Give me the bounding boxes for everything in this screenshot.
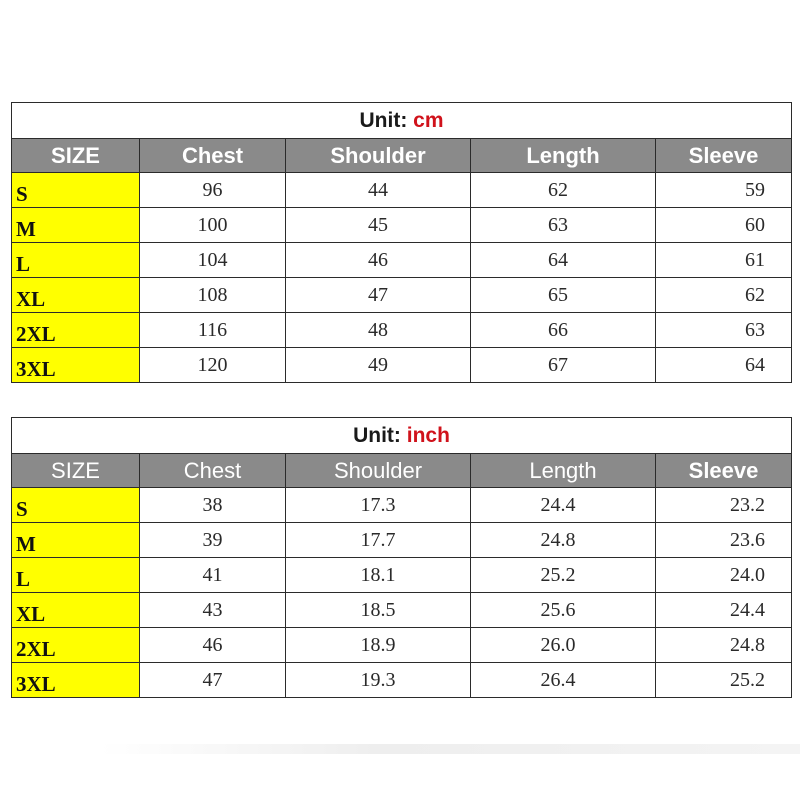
size-cell: L [12, 243, 140, 278]
table-row [12, 628, 792, 663]
unit-label: Unit: [359, 108, 408, 132]
header-size: SIZE [12, 139, 140, 173]
header-shoulder: Shoulder [286, 139, 471, 173]
chest-cell: 96 [140, 173, 286, 208]
length-cell: 64 [471, 243, 656, 278]
bottom-shadow-divider [100, 744, 800, 754]
shoulder-cell: 49 [286, 348, 471, 383]
header-chest: Chest [140, 139, 286, 173]
sleeve-cell: 60 [656, 208, 792, 243]
shoulder-cell: 18.5 [286, 593, 471, 628]
shoulder-cell: 48 [286, 313, 471, 348]
table-row [12, 313, 792, 348]
sleeve-cell: 63 [656, 313, 792, 348]
size-cell: 3XL [12, 348, 140, 383]
shoulder-cell: 44 [286, 173, 471, 208]
sleeve-cell: 24.8 [656, 628, 792, 663]
size-cell: 2XL [12, 628, 140, 663]
header-sleeve: Sleeve [656, 139, 792, 173]
size-cell: 3XL [12, 663, 140, 698]
header-row [12, 139, 792, 173]
chest-cell: 43 [140, 593, 286, 628]
sleeve-cell: 59 [656, 173, 792, 208]
table-row [12, 523, 792, 558]
shoulder-cell: 17.3 [286, 488, 471, 523]
unit-label: Unit: [353, 423, 401, 447]
table-row [12, 278, 792, 313]
shoulder-cell: 46 [286, 243, 471, 278]
size-cell: M [12, 523, 140, 558]
chest-cell: 41 [140, 558, 286, 593]
chest-cell: 108 [140, 278, 286, 313]
sleeve-cell: 61 [656, 243, 792, 278]
header-length: Length [471, 454, 656, 488]
length-cell: 24.4 [471, 488, 656, 523]
length-cell: 66 [471, 313, 656, 348]
chest-cell: 39 [140, 523, 286, 558]
chest-cell: 38 [140, 488, 286, 523]
sleeve-cell: 23.6 [656, 523, 792, 558]
shoulder-cell: 45 [286, 208, 471, 243]
length-cell: 25.6 [471, 593, 656, 628]
chest-cell: 104 [140, 243, 286, 278]
length-cell: 25.2 [471, 558, 656, 593]
table-row [12, 348, 792, 383]
unit-value: inch [406, 423, 450, 447]
header-length: Length [471, 139, 656, 173]
sleeve-cell: 64 [656, 348, 792, 383]
header-row [12, 454, 792, 488]
unit-title [12, 103, 792, 139]
chest-cell: 116 [140, 313, 286, 348]
size-cell: M [12, 208, 140, 243]
table-row [12, 663, 792, 698]
chest-cell: 46 [140, 628, 286, 663]
shoulder-cell: 18.9 [286, 628, 471, 663]
length-cell: 63 [471, 208, 656, 243]
size-cell: 2XL [12, 313, 140, 348]
shoulder-cell: 18.1 [286, 558, 471, 593]
shoulder-cell: 47 [286, 278, 471, 313]
length-cell: 24.8 [471, 523, 656, 558]
unit-value: cm [413, 108, 444, 132]
sleeve-cell: 24.4 [656, 593, 792, 628]
header-size: SIZE [12, 454, 140, 488]
shoulder-cell: 17.7 [286, 523, 471, 558]
size-table-cm [11, 102, 792, 383]
sleeve-cell: 62 [656, 278, 792, 313]
sleeve-cell: 24.0 [656, 558, 792, 593]
shoulder-cell: 19.3 [286, 663, 471, 698]
length-cell: 62 [471, 173, 656, 208]
size-cell: S [12, 173, 140, 208]
chest-cell: 120 [140, 348, 286, 383]
header-shoulder: Shoulder [286, 454, 471, 488]
table-row [12, 593, 792, 628]
table-row [12, 173, 792, 208]
table-row [12, 243, 792, 278]
length-cell: 26.4 [471, 663, 656, 698]
size-cell: S [12, 488, 140, 523]
table-row [12, 208, 792, 243]
header-sleeve: Sleeve [656, 454, 792, 488]
unit-title [12, 418, 792, 454]
sleeve-cell: 23.2 [656, 488, 792, 523]
size-cell: XL [12, 278, 140, 313]
chest-cell: 100 [140, 208, 286, 243]
length-cell: 67 [471, 348, 656, 383]
size-cell: L [12, 558, 140, 593]
length-cell: 65 [471, 278, 656, 313]
sleeve-cell: 25.2 [656, 663, 792, 698]
size-table-inch [11, 417, 792, 698]
table-row [12, 488, 792, 523]
chest-cell: 47 [140, 663, 286, 698]
header-chest: Chest [140, 454, 286, 488]
size-cell: XL [12, 593, 140, 628]
table-row [12, 558, 792, 593]
length-cell: 26.0 [471, 628, 656, 663]
